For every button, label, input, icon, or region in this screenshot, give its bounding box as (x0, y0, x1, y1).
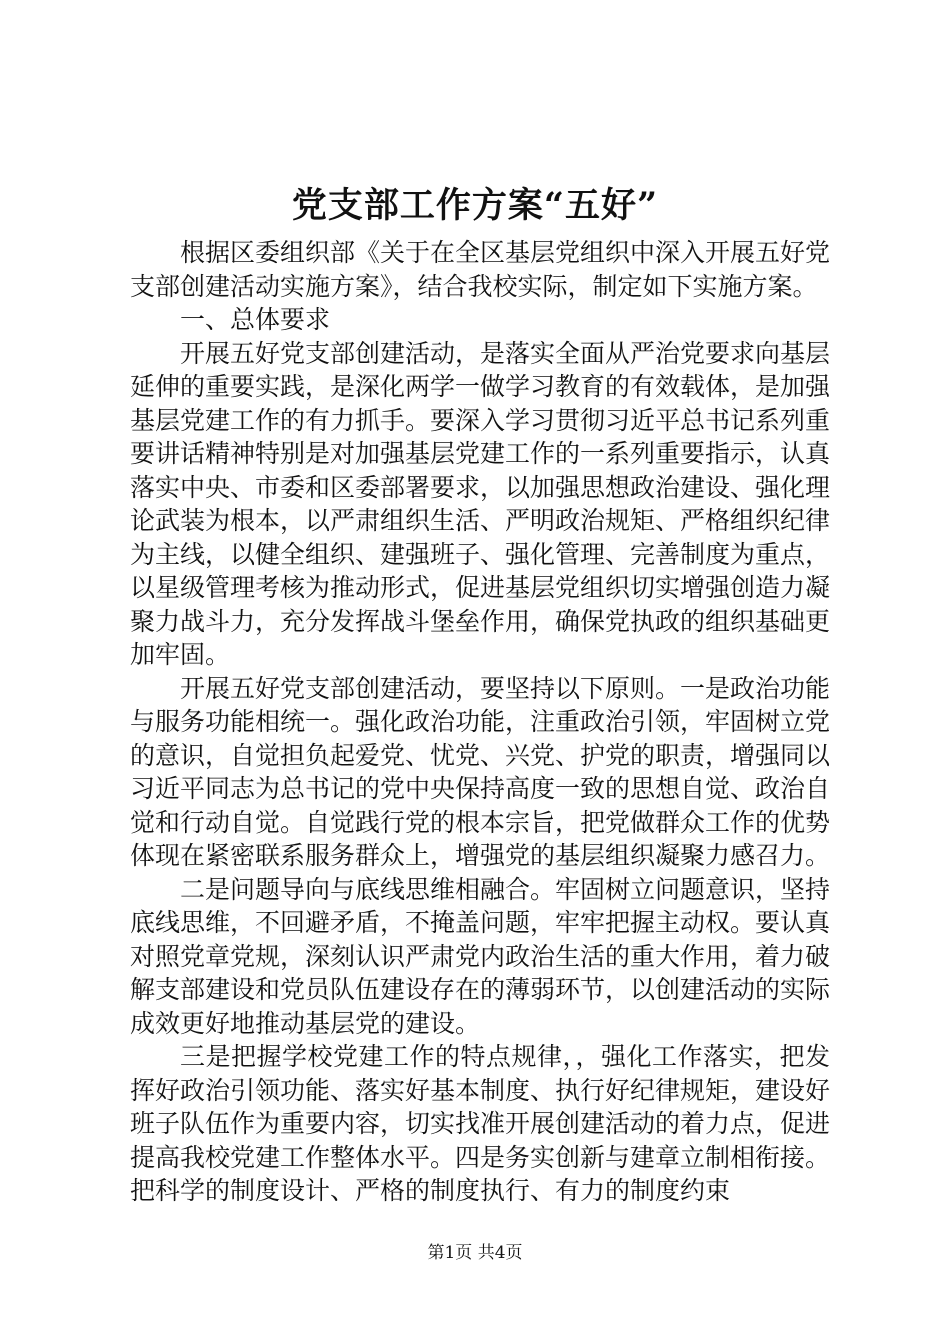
document-title: 党支部工作方案“五好” (291, 185, 659, 227)
paragraph: 开展五好党支部创建活动，是落实全面从严治党要求向基层延伸的重要实践，是深化两学一做学习教育的有效载体，是加强基层党建工作的有力抓手。要深入学习贯彻习近平总书记系列重要讲话精神特别是对加强基层党建工作的一系列重要指示，认真落实中央、市委和区委部署要求，以加强思想政治建设、强化理论武装为根本，以严肃组织生活、严明政治规矩、严格组织纪律为主线，以健全组织、建强班子、强化管理、完善制度为重点，以星级管理考核为推动形式，促进基层党组织切实增强创造力凝聚力战斗力，充分发挥战斗堡垒作用，确保党执政的组织基础更加牢固。 (130, 338, 831, 669)
section-heading: 一、总体要求 (180, 305, 331, 334)
paragraph: 二是问题导向与底线思维相融合。牢固树立问题意识，坚持底线思维，不回避矛盾，不掩盖问题，牢牢把握主动权。要认真对照党章党规，深刻认识严肃党内政治生活的重大作用，着力破解支部建设和党员队伍建设存在的薄弱环节，以创建活动的实际成效更好地推动基层党的建设。 (130, 874, 831, 1038)
document-body (130, 236, 830, 1208)
paragraph: 开展五好党支部创建活动，要坚持以下原则。一是政治功能与服务功能相统一。强化政治功能，注重政治引领，牢固树立党的意识，自觉担负起爱党、忧党、兴党、护党的职责，增强同以习近平同志为总书记的党中央保持高度一致的思想自觉、政治自觉和行动自觉。自觉践行党的根本宗旨，把党做群众工作的优势体现在紧密联系服务群众上，增强党的基层组织凝聚力感召力。 (130, 673, 831, 870)
paragraph: 根据区委组织部《关于在全区基层党组织中深入开展五好党支部创建活动实施方案》，结合我校实际，制定如下实施方案。 (130, 238, 831, 301)
paragraph: 三是把握学校党建工作的特点规律，，强化工作落实，把发挥好政治引领功能、落实好基本制度、执行好纪律规矩，建设好班子队伍作为重要内容，切实找准开展创建活动的着力点，促进提高我校党建工作整体水平。四是务实创新与建章立制相衔接。把科学的制度设计、严格的制度执行、有力的制度约束 (130, 1042, 831, 1205)
page-footer: 第1页 共4页 (427, 1243, 523, 1263)
